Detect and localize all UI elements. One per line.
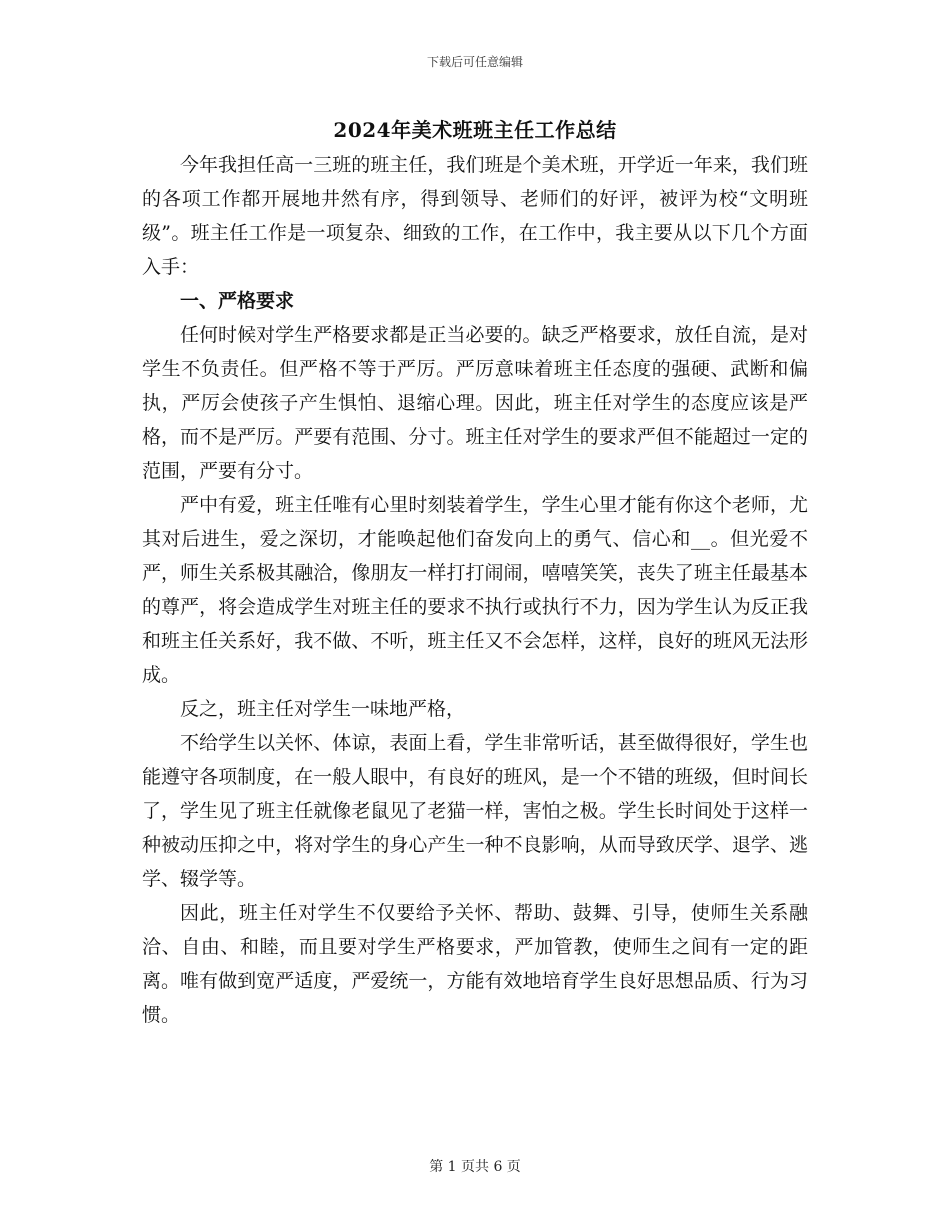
body-paragraph: 不给学生以关怀、体谅，表面上看，学生非常听话，甚至做得很好，学生也能遵守各项制度，在一般人眼中，有良好的班风，是一个不错的班级，但时间长了，学生见了班主任就像老鼠见了老猫一样，害怕之极。学生长时间处于这样一种被动压抑之中，将对学生的身心产生一种不良影响，从而导致厌学、退学、逃学、辍学等。 bbox=[142, 732, 808, 890]
page-header-note: 下载后可任意编辑 bbox=[426, 55, 523, 69]
document-body bbox=[142, 148, 808, 1032]
intro-paragraph: 今年我担任高一三班的班主任，我们班是个美术班，开学近一年来，我们班的各项工作都开展地井然有序，得到领导、老师们的好评，被评为校“文明班级”。班主任工作是一项复杂、细致的工作，在工作中，我主要从以下几个方面入手： bbox=[142, 154, 808, 278]
body-paragraph: 严中有爱，班主任唯有心里时刻装着学生，学生心里才能有你这个老师，尤其对后进生，爱之深切，才能唤起他们奋发向上的勇气、信心和__。但光爱不严，师生关系极其融洽，像朋友一样打打闹闹，嘻嘻笑笑，丧失了班主任最基本的尊严，将会造成学生对班主任的要求不执行或执行不力，因为学生认为反正我和班主任关系好，我不做、不听，班主任又不会怎样，这样，良好的班风无法形成。 bbox=[142, 494, 808, 686]
body-paragraph: 因此，班主任对学生不仅要给予关怀、帮助、鼓舞、引导，使师生关系融洽、自由、和睦，而且要对学生严格要求，严加管教，使师生之间有一定的距离。唯有做到宽严适度，严爱统一，方能有效地培育学生良好思想品质、行为习惯。 bbox=[142, 902, 808, 1026]
page-number: 第 1 页共 6 页 bbox=[429, 1159, 521, 1175]
document-title: 2024年美术班班主任工作总结 bbox=[333, 118, 617, 142]
section-heading: 一、严格要求 bbox=[180, 290, 295, 312]
body-paragraph: 任何时候对学生严格要求都是正当必要的。缺乏严格要求，放任自流，是对学生不负责任。但严格不等于严厉。严厉意味着班主任态度的强硬、武断和偏执，严厉会使孩子产生惧怕、退缩心理。因此，班主任对学生的态度应该是严格，而不是严厉。严要有范围、分寸。班主任对学生的要求严但不能超过一定的范围，严要有分寸。 bbox=[142, 324, 808, 482]
body-paragraph: 反之，班主任对学生一味地严格， bbox=[180, 698, 466, 720]
